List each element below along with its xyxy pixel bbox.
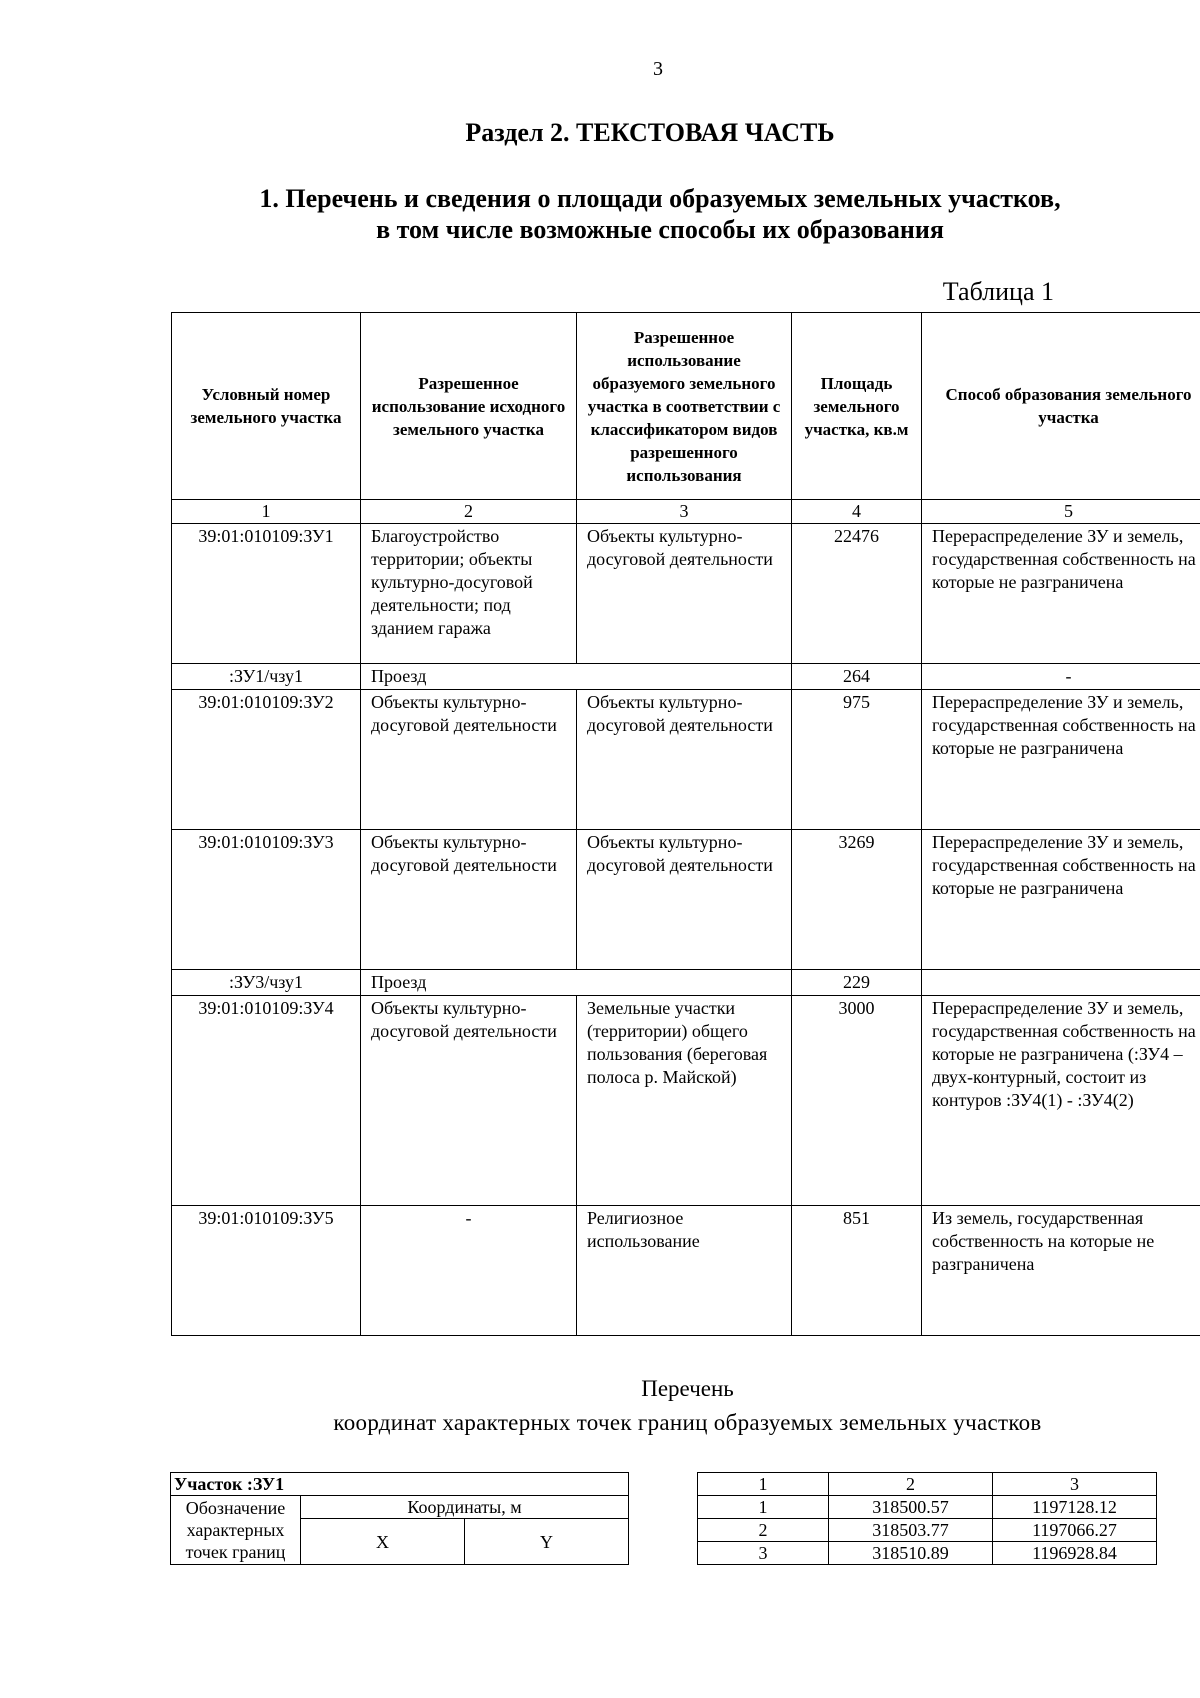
new-use-cell: Объекты культурно-досуговой деятельности xyxy=(577,524,792,664)
column-number-row xyxy=(172,500,1200,524)
x-cell: 318503.77 xyxy=(829,1519,993,1542)
header-source-use: Разрешенное использование исходного земельного участка xyxy=(361,313,577,500)
table-row xyxy=(172,970,1200,996)
table-header-row xyxy=(172,313,1200,500)
coordinates-table xyxy=(697,1472,1157,1565)
table-row xyxy=(172,1206,1200,1336)
header-formation-method: Способ образования земельного участка xyxy=(922,313,1200,500)
document-heading xyxy=(180,183,1140,245)
plot-label: Участок :ЗУ1 xyxy=(171,1473,629,1496)
plot-id-cell: 39:01:010109:ЗУ4 xyxy=(172,996,361,1206)
list-subtitle: координат характерных точек границ образуемых земельных участков xyxy=(333,1410,1042,1435)
plot-id-cell: 39:01:010109:ЗУ1 xyxy=(172,524,361,664)
column-number: 2 xyxy=(361,500,577,524)
source-use-cell: Благоустройство территории; объекты культурно-досуговой деятельности; под зданием гаража xyxy=(361,524,577,664)
heading-line-1: 1. Перечень и сведения о площади образуемых земельных участков, xyxy=(259,184,1061,213)
area-cell: 3269 xyxy=(792,830,922,970)
source-use-cell: Объекты культурно-досуговой деятельности xyxy=(361,690,577,830)
point-cell: 3 xyxy=(698,1542,829,1565)
coordinates-column-number: 2 xyxy=(829,1473,993,1496)
y-header: Y xyxy=(465,1519,629,1565)
plot-id-cell: 39:01:010109:ЗУ3 xyxy=(172,830,361,970)
column-number: 3 xyxy=(577,500,792,524)
table-row xyxy=(698,1542,1157,1565)
table-row xyxy=(172,524,1200,664)
area-cell: 3000 xyxy=(792,996,922,1206)
method-cell: Перераспределение ЗУ и земель, государственная собственность на которые не разграничена (:ЗУ4 – двух-контурный, состоит из контуров :ЗУ4(1) - :ЗУ4(2) xyxy=(922,996,1200,1206)
table-row xyxy=(172,996,1200,1206)
plot-id-cell: :ЗУ1/чзу1 xyxy=(172,664,361,690)
header-new-use: Разрешенное использование образуемого земельного участка в соответствии с классификатором видов разрешенного использования xyxy=(577,313,792,500)
table-row xyxy=(172,664,1200,690)
source-use-cell: Объекты культурно-досуговой деятельности xyxy=(361,996,577,1206)
x-cell: 318500.57 xyxy=(829,1496,993,1519)
y-cell: 1197128.12 xyxy=(993,1496,1157,1519)
table-row xyxy=(698,1519,1157,1542)
new-use-cell: Объекты культурно-досуговой деятельности xyxy=(577,690,792,830)
y-cell: 1196928.84 xyxy=(993,1542,1157,1565)
coordinates-header-row xyxy=(698,1473,1157,1496)
method-cell: - xyxy=(922,664,1200,690)
area-cell: 229 xyxy=(792,970,922,996)
method-cell: Перераспределение ЗУ и земель, государственная собственность на которые не разграничена xyxy=(922,690,1200,830)
header-plot-number: Условный номер земельного участка xyxy=(172,313,361,500)
plot-id-cell: 39:01:010109:ЗУ2 xyxy=(172,690,361,830)
plot-coordinates-header-table xyxy=(170,1472,629,1565)
table-label: Таблица 1 xyxy=(942,277,1054,306)
column-number: 4 xyxy=(792,500,922,524)
page-number: 3 xyxy=(653,58,663,80)
new-use-cell: Объекты культурно-досуговой деятельности xyxy=(577,830,792,970)
area-cell: 975 xyxy=(792,690,922,830)
table-row xyxy=(172,690,1200,830)
column-number: 5 xyxy=(922,500,1200,524)
section-title: Раздел 2. ТЕКСТОВАЯ ЧАСТЬ xyxy=(465,118,835,147)
point-cell: 1 xyxy=(698,1496,829,1519)
point-cell: 2 xyxy=(698,1519,829,1542)
coordinates-column-number: 3 xyxy=(993,1473,1157,1496)
method-cell: Из земель, государственная собственность на которые не разграничена xyxy=(922,1206,1200,1336)
coordinates-column-number: 1 xyxy=(698,1473,829,1496)
list-title: Перечень xyxy=(641,1376,734,1401)
new-use-cell: Земельные участки (территории) общего пользования (береговая полоса р. Майской) xyxy=(577,996,792,1206)
area-cell: 851 xyxy=(792,1206,922,1336)
merged-use-cell: Проезд xyxy=(361,970,792,996)
source-use-cell: Объекты культурно-досуговой деятельности xyxy=(361,830,577,970)
plot-id-cell: :ЗУ3/чзу1 xyxy=(172,970,361,996)
source-use-cell: - xyxy=(361,1206,577,1336)
point-designation-header: Обозначение характерных точек границ xyxy=(171,1496,301,1565)
x-header: X xyxy=(301,1519,465,1565)
merged-use-cell: Проезд xyxy=(361,664,792,690)
new-use-cell: Религиозное использование xyxy=(577,1206,792,1336)
area-cell: 264 xyxy=(792,664,922,690)
x-cell: 318510.89 xyxy=(829,1542,993,1565)
coordinates-header: Координаты, м xyxy=(301,1496,629,1519)
header-area: Площадь земельного участка, кв.м xyxy=(792,313,922,500)
method-cell xyxy=(922,970,1200,996)
y-cell: 1197066.27 xyxy=(993,1519,1157,1542)
plot-id-cell: 39:01:010109:ЗУ5 xyxy=(172,1206,361,1336)
column-number: 1 xyxy=(172,500,361,524)
land-plots-table xyxy=(171,312,1200,1336)
method-cell: Перераспределение ЗУ и земель, государственная собственность на которые не разграничена xyxy=(922,524,1200,664)
table-row xyxy=(172,830,1200,970)
method-cell: Перераспределение ЗУ и земель, государственная собственность на которые не разграничена xyxy=(922,830,1200,970)
area-cell: 22476 xyxy=(792,524,922,664)
heading-line-2: в том числе возможные способы их образования xyxy=(376,215,944,244)
table-row xyxy=(698,1496,1157,1519)
